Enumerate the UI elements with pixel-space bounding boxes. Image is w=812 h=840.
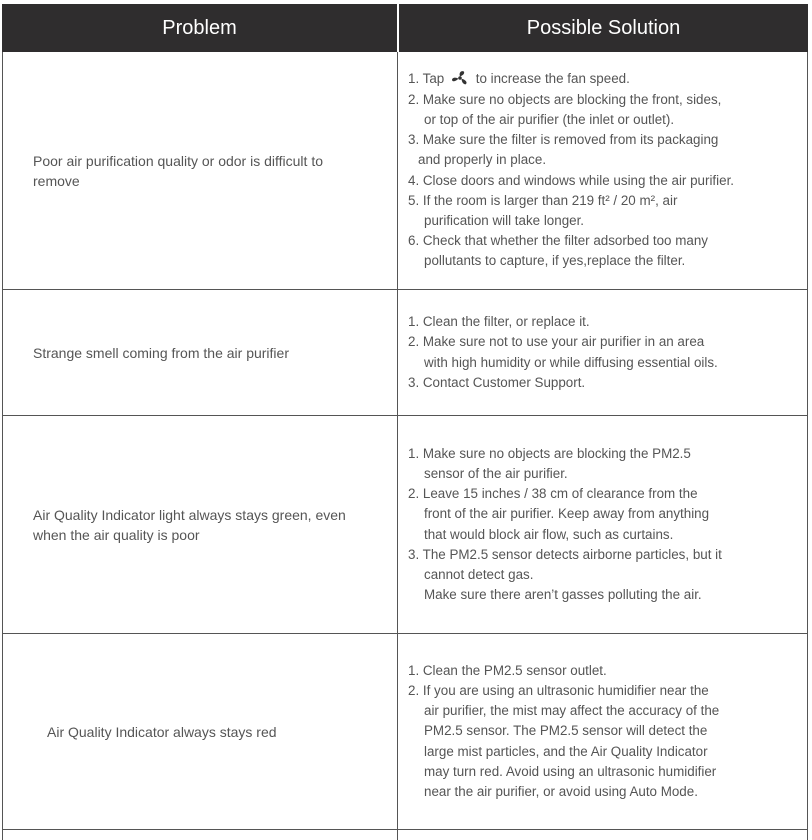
solution-line: 5. If the room is larger than 219 ft² / 20 m², air (408, 192, 678, 208)
fan-icon (450, 70, 470, 86)
solution-line: sensor of the air purifier. (424, 465, 568, 481)
table-row (2, 416, 808, 634)
solution-line: air purifier, the mist may affect the accuracy of the (424, 703, 720, 719)
solution-line: 1. Clean the PM2.5 sensor outlet. (408, 662, 607, 678)
solution-line: 3. The PM2.5 sensor detects airborne particles, but it (408, 546, 722, 562)
solution-line: 2. If you are using an ultrasonic humidifier near the (408, 682, 709, 698)
solution-line: 2. Leave 15 inches / 38 cm of clearance from the (408, 486, 698, 502)
problem-cell: Air Quality Indicator always stays red (2, 634, 398, 829)
solution-line: large mist particles, and the Air Quality Indicator (424, 743, 708, 759)
solution-line: or top of the air purifier (the inlet or outlet). (424, 111, 675, 127)
solution-line: with high humidity or while diffusing essential oils. (424, 354, 718, 370)
table-row (2, 290, 808, 416)
solution-line: 2. Make sure not to use your air purifier in an area (408, 334, 705, 350)
solution-cell (398, 416, 808, 633)
solution-line: 3. Make sure the filter is removed from its packaging (408, 132, 719, 148)
solution-cell (398, 52, 808, 289)
solution-cell (398, 634, 808, 829)
problem-cell: Strange smell coming from the air purifier (2, 290, 398, 415)
solution-line: front of the air purifier. Keep away from anything (424, 506, 710, 522)
table-row (2, 830, 808, 840)
problem-cell (2, 830, 398, 840)
table-header (2, 4, 808, 52)
solution-line: 3. Contact Customer Support. (408, 374, 586, 390)
solution-line: pollutants to capture, if yes,replace the filter. (424, 253, 686, 269)
problem-cell: Poor air purification quality or odor is difficult to remove (2, 52, 398, 289)
solution-line: Make sure there aren’t gasses polluting the air. (424, 587, 702, 603)
solution-line: 1. Make sure no objects are blocking the PM2.5 (408, 445, 691, 461)
table-row (2, 634, 808, 830)
solution-cell (398, 830, 808, 840)
solution-line: 1. Clean the filter, or replace it. (408, 314, 590, 330)
solution-line: 2. Make sure no objects are blocking the front, sides, (408, 91, 722, 107)
solution-line: and properly in place. (418, 152, 547, 168)
solution-cell (398, 290, 808, 415)
solution-line: 6. Check that whether the filter adsorbed too many (408, 233, 708, 249)
solution-line: cannot detect gas. (424, 566, 534, 582)
problem-cell: Air Quality Indicator light always stays green, even when the air quality is poor (2, 416, 398, 633)
solution-line: purification will take longer. (424, 212, 585, 228)
solution-line: may turn red. Avoid using an ultrasonic humidifier (424, 763, 717, 779)
solution-line: 4. Close doors and windows while using the air purifier. (408, 172, 735, 188)
table-row (2, 52, 808, 290)
header-problem: Problem (162, 16, 237, 39)
solution-line: near the air purifier, or avoid using Auto Mode. (424, 784, 698, 799)
solution-line: that would block air flow, such as curtains. (424, 526, 674, 542)
troubleshooting-table (2, 4, 808, 840)
solution-line: PM2.5 sensor. The PM2.5 sensor will detect the (424, 723, 708, 739)
solution-line: 1. Tap to increase the fan speed. (408, 71, 630, 87)
header-solution: Possible Solution (397, 4, 808, 52)
